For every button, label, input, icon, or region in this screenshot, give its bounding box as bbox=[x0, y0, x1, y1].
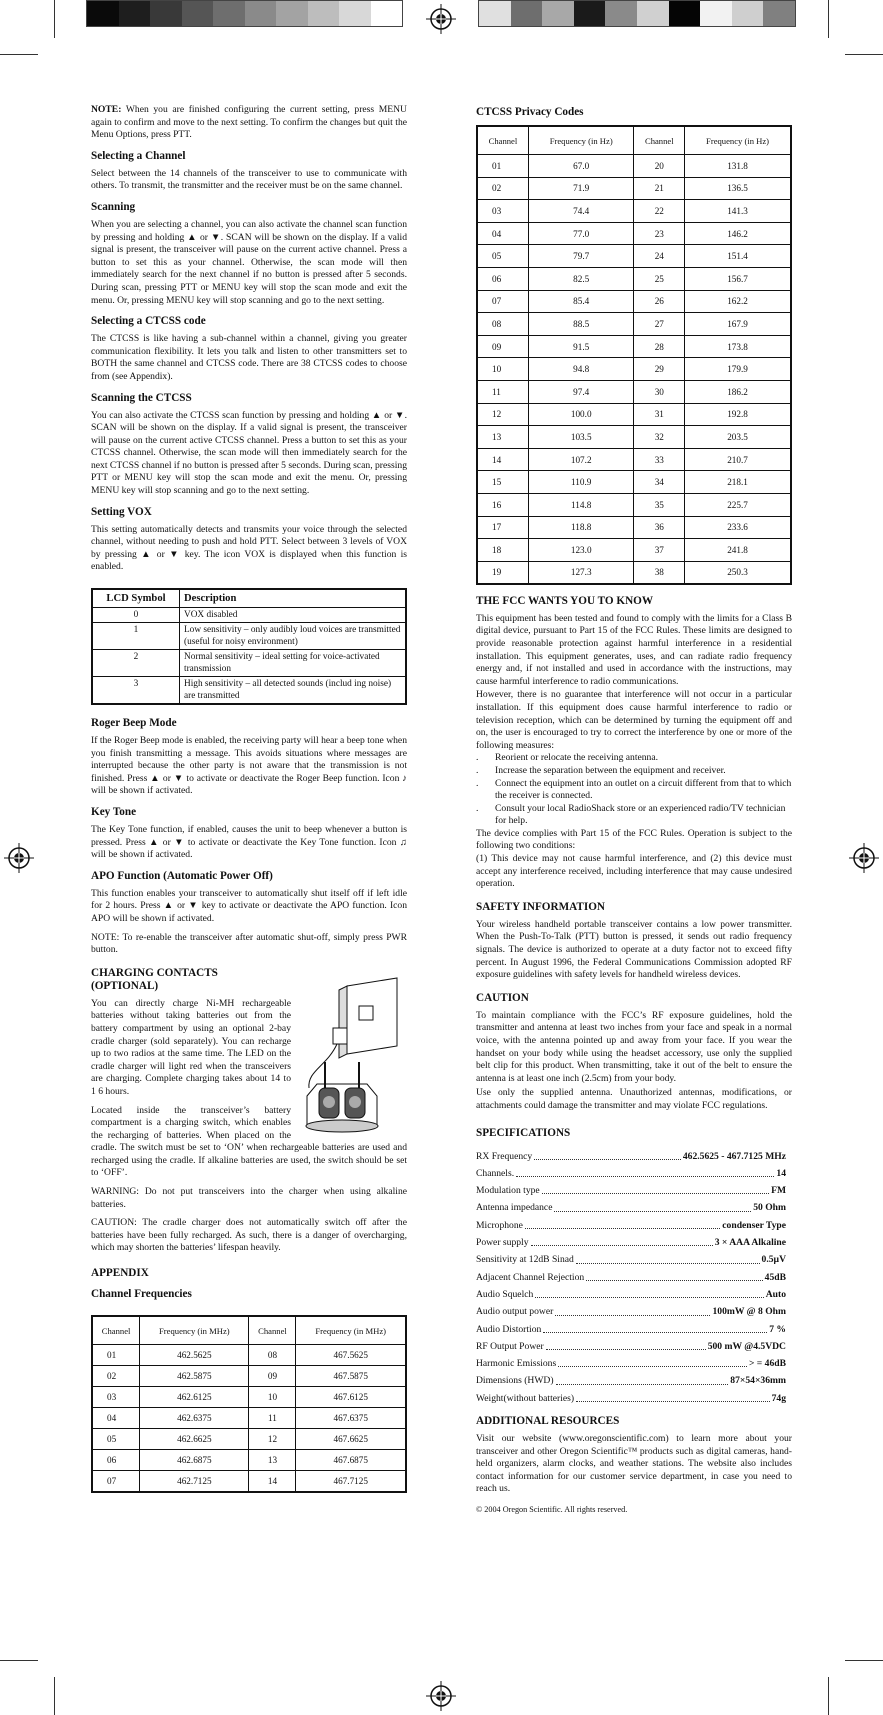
table-cell: 114.8 bbox=[528, 493, 634, 516]
leader-dots bbox=[543, 1321, 767, 1333]
table-row bbox=[92, 1450, 406, 1471]
lcd-header-description: Description bbox=[180, 589, 407, 608]
caution-text-1: To maintain compliance with the FCC’s RF exposure guidelines, hold the transmitter and antenna at least two inches from your face and speak in a normal voice, with the antenna pointed up and away from your face. If you wear the handset on your body while using the headset accessory, use only the supplied belt clip for this product. When transmitting, take it out of the belt to ensure the antenna is at least one inch (2.5cm) from your body. bbox=[476, 1009, 792, 1084]
list-item: . Reorient or relocate the receiving antenna. bbox=[476, 752, 792, 765]
table-cell: 13 bbox=[477, 426, 528, 449]
table-cell: 467.6125 bbox=[296, 1387, 406, 1408]
ctcss-code-table bbox=[476, 125, 792, 585]
table-cell: 07 bbox=[92, 1471, 140, 1492]
spec-label: Audio Distortion bbox=[476, 1323, 542, 1335]
leader-dots bbox=[535, 1286, 763, 1298]
leader-dots bbox=[586, 1269, 762, 1281]
safety-heading: SAFETY INFORMATION bbox=[476, 900, 605, 913]
spec-value: 87×54×36mm bbox=[730, 1375, 786, 1387]
table-cell: 38 bbox=[634, 561, 685, 584]
table-cell: 33 bbox=[634, 448, 685, 471]
spec-label: Audio Squelch bbox=[476, 1288, 534, 1300]
spec-value: 0.5µV bbox=[761, 1254, 786, 1266]
leader-dots bbox=[576, 1251, 760, 1263]
apo-note: NOTE: To re-enable the transceiver after automatic shut-off, simply press PWR button. bbox=[91, 931, 407, 956]
spec-value: 14 bbox=[776, 1167, 786, 1179]
table-row: 3 High sensitivity – all detected sounds (includ ing noise) are transmitted bbox=[92, 677, 406, 705]
table-row bbox=[477, 448, 791, 471]
table-cell: 462.6125 bbox=[140, 1387, 249, 1408]
spec-label: Audio output power bbox=[476, 1306, 554, 1318]
charging-text-2: Located inside the transceiver’s battery compartment is a charging switch, which enables the recharging of batteries. When placed on the cradle. The switch must be set to ‘ON’ when rechargeable batteries are used and recharged using the cradle. If alkaline batteries are used, the switch should be set to ‘OFF’. bbox=[91, 1104, 407, 1179]
table-cell: 19 bbox=[477, 561, 528, 584]
col-header: Channel bbox=[477, 126, 528, 155]
note-paragraph: NOTE: When you are finished configuring the current setting, press MENU again to confirm and move to the next setting. To confirm the changes but quit the Menu Options, press PTT. bbox=[91, 104, 407, 141]
table-cell: 03 bbox=[477, 200, 528, 223]
table-cell: 127.3 bbox=[528, 561, 634, 584]
table-cell: 26 bbox=[634, 290, 685, 313]
crosshair-target-icon bbox=[426, 4, 456, 34]
table-cell: 79.7 bbox=[528, 245, 634, 268]
key-tone-heading: Key Tone bbox=[91, 806, 137, 818]
table-row: 1 Low sensitivity – only audibly loud voices are transmitted (useful for noisy environment) bbox=[92, 623, 406, 650]
table-row bbox=[477, 561, 791, 584]
spec-label: Power supply bbox=[476, 1237, 529, 1249]
table-cell: 103.5 bbox=[528, 426, 634, 449]
table-cell: 11 bbox=[249, 1408, 296, 1429]
table-cell: 04 bbox=[477, 222, 528, 245]
table-cell: 37 bbox=[634, 539, 685, 562]
table-cell: 17 bbox=[477, 516, 528, 539]
table-cell: 192.8 bbox=[685, 403, 791, 426]
crop-mark bbox=[0, 1660, 38, 1661]
crop-mark bbox=[845, 1660, 883, 1661]
col-header: Frequency (in MHz) bbox=[140, 1316, 249, 1345]
leader-dots bbox=[531, 1234, 713, 1246]
table-row bbox=[92, 1408, 406, 1429]
table-cell: 467.6875 bbox=[296, 1450, 406, 1471]
fcc-text-4: (1) This device may not cause harmful interference, and (2) this device must accept any interference received, including interference that may cause undesired operation. bbox=[476, 853, 792, 890]
table-row: 2 Normal sensitivity – ideal setting for voice-activated transmission bbox=[92, 650, 406, 677]
leader-dots bbox=[534, 1148, 681, 1160]
table-cell: 141.3 bbox=[685, 200, 791, 223]
scan-ctcss-text: You can also activate the CTCSS scan function by pressing and holding ▲ or ▼. SCAN will be shown on the display. If a valid signal is present, the transceiver will pause on the current active CTCSS channel. Press a button to set this as your CTCSS channel. Otherwise, the scan mode will then immediately search for the next CTCSS channel if no button is pressed after 5 seconds. During scan, pressing PTT or MENU key will stop the scan mode and exit the menu. Or, pressing MENU key will stop scanning and go to the next setting. bbox=[91, 409, 407, 497]
table-cell: 467.5875 bbox=[296, 1366, 406, 1387]
ctcss-heading: Selecting a CTCSS code bbox=[91, 315, 206, 328]
copyright: © 2004 Oregon Scientific. All rights reserved. bbox=[476, 1504, 628, 1514]
col-header: Frequency (in MHz) bbox=[296, 1316, 406, 1345]
key-tone-text: The Key Tone function, if enabled, causes the unit to beep whenever a button is pressed. Press ▲ or ▼ to activate or deactivate the Key Tone function. Icon ♫ will be shown if activated. bbox=[91, 824, 407, 861]
leader-dots bbox=[555, 1303, 710, 1315]
apo-heading: APO Function (Automatic Power Off) bbox=[91, 869, 273, 882]
table-row bbox=[92, 1429, 406, 1450]
table-row bbox=[477, 222, 791, 245]
table-cell: 36 bbox=[634, 516, 685, 539]
left-column bbox=[91, 104, 407, 1493]
spec-label: Modulation type bbox=[476, 1185, 540, 1197]
table-row bbox=[477, 539, 791, 562]
table-cell: 203.5 bbox=[685, 426, 791, 449]
table-cell: 97.4 bbox=[528, 380, 634, 403]
table-row bbox=[92, 1471, 406, 1492]
table-row: 0 VOX disabled bbox=[92, 608, 406, 623]
crop-mark bbox=[54, 1677, 55, 1715]
table-cell: 467.6625 bbox=[296, 1429, 406, 1450]
table-cell: 25 bbox=[634, 267, 685, 290]
channel-frequencies-heading: Channel Frequencies bbox=[91, 1288, 192, 1301]
table-cell: 03 bbox=[92, 1387, 140, 1408]
table-cell: 136.5 bbox=[685, 177, 791, 200]
crop-mark bbox=[0, 54, 38, 55]
crosshair-target-icon bbox=[426, 1681, 456, 1711]
table-cell: 14 bbox=[249, 1471, 296, 1492]
table-cell: 18 bbox=[477, 539, 528, 562]
table-row bbox=[477, 245, 791, 268]
table-cell: 08 bbox=[249, 1345, 296, 1366]
table-cell: 01 bbox=[477, 155, 528, 178]
table-cell: 162.2 bbox=[685, 290, 791, 313]
specifications-list bbox=[476, 1148, 786, 1407]
table-cell: 05 bbox=[477, 245, 528, 268]
spec-label: Sensitivity at 12dB Sinad bbox=[476, 1254, 574, 1266]
spec-label: Microphone bbox=[476, 1219, 523, 1231]
leader-dots bbox=[546, 1338, 706, 1350]
table-cell: 21 bbox=[634, 177, 685, 200]
spec-label: Dimensions (HWD) bbox=[476, 1375, 554, 1387]
table-cell: 10 bbox=[477, 358, 528, 381]
table-cell: 118.8 bbox=[528, 516, 634, 539]
spec-row bbox=[476, 1217, 786, 1234]
table-cell: 467.7125 bbox=[296, 1471, 406, 1492]
spec-value: FM bbox=[771, 1185, 786, 1197]
leader-dots bbox=[525, 1217, 720, 1229]
table-cell: 146.2 bbox=[685, 222, 791, 245]
table-cell: 34 bbox=[634, 471, 685, 494]
table-cell: 250.3 bbox=[685, 561, 791, 584]
leader-dots bbox=[554, 1199, 751, 1211]
table-cell: 88.5 bbox=[528, 313, 634, 336]
vox-heading: Setting VOX bbox=[91, 505, 152, 518]
spec-row bbox=[476, 1303, 786, 1320]
table-row bbox=[477, 200, 791, 223]
table-cell: 462.5875 bbox=[140, 1366, 249, 1387]
resources-heading: ADDITIONAL RESOURCES bbox=[476, 1415, 620, 1428]
table-cell: 02 bbox=[92, 1366, 140, 1387]
crop-mark bbox=[54, 0, 55, 38]
scan-ctcss-heading: Scanning the CTCSS bbox=[91, 391, 192, 404]
crop-mark bbox=[828, 0, 829, 38]
spec-row bbox=[476, 1234, 786, 1251]
table-cell: 12 bbox=[249, 1429, 296, 1450]
spec-value: Auto bbox=[765, 1288, 786, 1300]
cradle-charger-illustration bbox=[297, 976, 407, 1136]
table-cell: 77.0 bbox=[528, 222, 634, 245]
table-cell: 11 bbox=[477, 380, 528, 403]
channel-frequency-table bbox=[91, 1315, 407, 1493]
table-cell: 24 bbox=[634, 245, 685, 268]
table-cell: 04 bbox=[92, 1408, 140, 1429]
fcc-text-3: The device complies with Part 15 of the FCC Rules. Operation is subject to the following two conditions: bbox=[476, 827, 792, 852]
spec-value: 74g bbox=[771, 1392, 786, 1404]
spec-row bbox=[476, 1199, 786, 1216]
crosshair-target-icon bbox=[849, 843, 879, 873]
table-cell: 91.5 bbox=[528, 335, 634, 358]
spec-row bbox=[476, 1355, 786, 1372]
spec-label: Weight(without batteries) bbox=[476, 1392, 575, 1404]
spec-value: 50 Ohm bbox=[753, 1202, 786, 1214]
leader-dots bbox=[542, 1182, 769, 1194]
scanning-text: When you are selecting a channel, you can also activate the channel scan function by pressing and holding ▲ or ▼. SCAN will be shown on the display. If a valid signal is present, the transceiver will pause on the current active channel. Press a button to set this as your channel. Otherwise, the scan mode will then immediately search for the next channel if no button is pressed after 5 seconds. During scan, pressing PTT or MENU key will stop the scan mode and exit the menu. Or, pressing MENU key will stop scanning and go to the next setting. bbox=[91, 218, 407, 306]
table-cell: 29 bbox=[634, 358, 685, 381]
spec-row bbox=[476, 1321, 786, 1338]
table-cell: 15 bbox=[477, 471, 528, 494]
appendix-heading: APPENDIX bbox=[91, 1267, 149, 1280]
roger-beep-text: If the Roger Beep mode is enabled, the receiving party will hear a beep tone when you finish transmitting a message. This avoids situations where messages are interrupted because the other party is not aware that the transmission is not finished. Press ▲ or ▼ to activate or deactivate the Roger Beep function. Icon ♪ will be shown if activated. bbox=[91, 735, 407, 797]
table-row bbox=[477, 267, 791, 290]
table-cell: 06 bbox=[477, 267, 528, 290]
table-row bbox=[92, 1366, 406, 1387]
table-cell: 71.9 bbox=[528, 177, 634, 200]
spec-label: RX Frequency bbox=[476, 1150, 533, 1162]
table-cell: 241.8 bbox=[685, 539, 791, 562]
table-cell: 14 bbox=[477, 448, 528, 471]
spec-value: 45dB bbox=[764, 1271, 786, 1283]
crosshair-target-icon bbox=[4, 843, 34, 873]
table-cell: 218.1 bbox=[685, 471, 791, 494]
col-header: Channel bbox=[249, 1316, 296, 1345]
table-cell: 20 bbox=[634, 155, 685, 178]
table-cell: 167.9 bbox=[685, 313, 791, 336]
roger-beep-heading: Roger Beep Mode bbox=[91, 717, 177, 730]
warning-text: WARNING: Do not put transceivers into the charger when using alkaline batteries. bbox=[91, 1186, 407, 1210]
table-cell: 462.6875 bbox=[140, 1450, 249, 1471]
table-cell: 173.8 bbox=[685, 335, 791, 358]
table-cell: 09 bbox=[477, 335, 528, 358]
fcc-text-1: This equipment has been tested and found to comply with the limits for a Class B digital device, pursuant to Part 15 of the FCC Rules. These limits are designed to provide reasonable protection against harmful interference in a residential installation. This equipment generates, uses, and can radiate radio frequency energy and, if not installed and used in accordance with the instructions, may cause harmful interference to radio communications. bbox=[476, 612, 792, 687]
lcd-header-symbol: LCD Symbol bbox=[92, 589, 180, 608]
table-cell: 22 bbox=[634, 200, 685, 223]
table-cell: 02 bbox=[477, 177, 528, 200]
list-item: . Connect the equipment into an outlet on a circuit different from that to which the receiver is connected. bbox=[476, 778, 792, 803]
table-cell: 67.0 bbox=[528, 155, 634, 178]
table-row bbox=[477, 155, 791, 178]
spec-row bbox=[476, 1182, 786, 1199]
selecting-channel-heading: Selecting a Channel bbox=[91, 149, 186, 162]
scanning-heading: Scanning bbox=[91, 200, 136, 213]
spec-row bbox=[476, 1338, 786, 1355]
table-row bbox=[477, 493, 791, 516]
spec-row bbox=[476, 1390, 786, 1407]
col-header: Frequency (in Hz) bbox=[685, 126, 791, 155]
spec-value: 100mW @ 8 Ohm bbox=[712, 1306, 786, 1318]
crop-mark bbox=[828, 1677, 829, 1715]
table-cell: 12 bbox=[477, 403, 528, 426]
table-cell: 74.4 bbox=[528, 200, 634, 223]
ctcss-privacy-heading: CTCSS Privacy Codes bbox=[476, 106, 584, 118]
table-cell: 13 bbox=[249, 1450, 296, 1471]
table-row bbox=[92, 1387, 406, 1408]
spec-label: Adjacent Channel Rejection bbox=[476, 1271, 585, 1283]
table-cell: 27 bbox=[634, 313, 685, 336]
table-cell: 94.8 bbox=[528, 358, 634, 381]
fcc-heading: THE FCC WANTS YOU TO KNOW bbox=[476, 594, 654, 607]
spec-value: 462.5625 - 467.7125 MHz bbox=[682, 1150, 786, 1162]
table-cell: 462.6375 bbox=[140, 1408, 249, 1429]
spec-value: condenser Type bbox=[722, 1219, 786, 1231]
table-row bbox=[477, 335, 791, 358]
table-cell: 462.7125 bbox=[140, 1471, 249, 1492]
table-cell: 05 bbox=[92, 1429, 140, 1450]
leader-dots bbox=[576, 1390, 770, 1402]
table-row bbox=[477, 403, 791, 426]
table-cell: 156.7 bbox=[685, 267, 791, 290]
col-header: Channel bbox=[92, 1316, 140, 1345]
table-cell: 179.9 bbox=[685, 358, 791, 381]
spec-row bbox=[476, 1286, 786, 1303]
vox-text: This setting automatically detects and transmits your voice through the selected channel, without needing to push and hold PTT. Select between 3 levels of VOX by pressing ▲ or ▼ key. The icon VOX is displayed when this function is enabled. bbox=[91, 523, 407, 573]
table-cell: 31 bbox=[634, 403, 685, 426]
crop-mark bbox=[845, 54, 883, 55]
table-cell: 462.6625 bbox=[140, 1429, 249, 1450]
table-cell: 467.5625 bbox=[296, 1345, 406, 1366]
spec-value: > = 46dB bbox=[748, 1358, 786, 1370]
table-cell: 32 bbox=[634, 426, 685, 449]
table-cell: 131.8 bbox=[685, 155, 791, 178]
table-row bbox=[477, 313, 791, 336]
fcc-text-2: However, there is no guarantee that interference will not occur in a particular installation. If this equipment does cause harmful interference to radio or television reception, which can be determined by turning the equipment off and on, the user is encouraged to try to correct the interference by one or more of the following measures: bbox=[476, 689, 792, 751]
caution-text: CAUTION: The cradle charger does not automatically switch off after the batteries have been fully recharged. As such, there is a danger of overcharging, which may shorten the batteries’ lifespan heavily. bbox=[91, 1217, 407, 1254]
table-cell: 123.0 bbox=[528, 539, 634, 562]
right-column bbox=[476, 104, 792, 1523]
leader-dots bbox=[558, 1355, 747, 1367]
table-cell: 85.4 bbox=[528, 290, 634, 313]
table-row bbox=[477, 516, 791, 539]
table-cell: 28 bbox=[634, 335, 685, 358]
fcc-measures-list bbox=[476, 752, 792, 828]
table-cell: 462.5625 bbox=[140, 1345, 249, 1366]
table-cell: 110.9 bbox=[528, 471, 634, 494]
gray-strip-left bbox=[86, 0, 403, 27]
table-cell: 16 bbox=[477, 493, 528, 516]
table-row bbox=[477, 177, 791, 200]
table-cell: 06 bbox=[92, 1450, 140, 1471]
caution-text-2: Use only the supplied antenna. Unauthorized antennas, modifications, or attachments could damage the transmitter and may violate FCC regulations. bbox=[476, 1087, 792, 1111]
table-cell: 210.7 bbox=[685, 448, 791, 471]
spec-row bbox=[476, 1372, 786, 1389]
charging-heading: CHARGING CONTACTS (OPTIONAL) bbox=[91, 966, 218, 992]
table-cell: 82.5 bbox=[528, 267, 634, 290]
lcd-symbol-table bbox=[91, 588, 407, 705]
apo-text: This function enables your transceiver to automatically shut itself off if left idle for 2 hours. Press ▲ or ▼ key to activate or deactivate the APO function. Icon APO will be shown if activated. bbox=[91, 887, 407, 924]
leader-dots bbox=[516, 1165, 774, 1177]
table-cell: 186.2 bbox=[685, 380, 791, 403]
table-cell: 233.6 bbox=[685, 516, 791, 539]
table-cell: 09 bbox=[249, 1366, 296, 1387]
table-row bbox=[477, 358, 791, 381]
spec-row bbox=[476, 1148, 786, 1165]
table-cell: 08 bbox=[477, 313, 528, 336]
spec-label: Channels. bbox=[476, 1167, 515, 1179]
table-cell: 23 bbox=[634, 222, 685, 245]
col-header: Channel bbox=[634, 126, 685, 155]
spec-value: 500 mW @4.5VDC bbox=[707, 1340, 786, 1352]
specifications-heading: SPECIFICATIONS bbox=[476, 1126, 571, 1139]
table-cell: 35 bbox=[634, 493, 685, 516]
spec-label: Harmonic Emissions bbox=[476, 1358, 557, 1370]
spec-row bbox=[476, 1269, 786, 1286]
spec-label: RF Output Power bbox=[476, 1340, 544, 1352]
table-row bbox=[477, 380, 791, 403]
table-cell: 01 bbox=[92, 1345, 140, 1366]
list-item: . Consult your local RadioShack store or an experienced radio/TV technician for help. bbox=[476, 803, 792, 828]
spec-value: 7 % bbox=[769, 1323, 786, 1335]
col-header: Frequency (in Hz) bbox=[528, 126, 634, 155]
list-item: . Increase the separation between the equipment and receiver. bbox=[476, 765, 792, 778]
table-cell: 100.0 bbox=[528, 403, 634, 426]
selecting-channel-text: Select between the 14 channels of the transceiver to use to communicate with others. To transmit, the transmitter and the receiver must be on the same channel. bbox=[91, 167, 407, 192]
table-cell: 151.4 bbox=[685, 245, 791, 268]
table-cell: 10 bbox=[249, 1387, 296, 1408]
leader-dots bbox=[556, 1372, 729, 1384]
charging-text-1: You can directly charge Ni-MH rechargeable batteries without taking batteries out from the battery compartment by using an optional 2-bay cradle charger (sold separately). You can recharge up to two radios at the same time. The LED on the cradle charger will light red when the transceivers are charging. Complete charging takes about 14 to 1 6 hours. bbox=[91, 997, 291, 1097]
table-row bbox=[477, 426, 791, 449]
table-cell: 467.6375 bbox=[296, 1408, 406, 1429]
ctcss-text: The CTCSS is like having a sub-channel within a channel, giving you greater communication flexibility. It lets you talk and listen to other transmitters set to BOTH the same channel and CTCSS code. There are 38 CTCSS codes to choose from (see Appendix). bbox=[91, 333, 407, 382]
spec-row bbox=[476, 1251, 786, 1268]
safety-text: Your wireless handheld portable transceiver contains a low power transmitter. When the Push-To-Talk (PTT) button is pressed, it sends out radio frequency signals. The device is authorized to operate at a duty factor not to exceed fifty percent. In August 1996, the Federal Communications Commission adopted RF exposure guidelines with safety levels for handheld wireless devices. bbox=[476, 918, 792, 981]
caution-heading: CAUTION bbox=[476, 991, 529, 1004]
table-row bbox=[92, 1345, 406, 1366]
table-row bbox=[477, 290, 791, 313]
table-cell: 225.7 bbox=[685, 493, 791, 516]
gray-strip-right bbox=[478, 0, 796, 27]
spec-row bbox=[476, 1165, 786, 1182]
table-row bbox=[477, 471, 791, 494]
spec-value: 3 × AAA Alkaline bbox=[714, 1237, 786, 1249]
resources-text: Visit our website (www.oregonscientific.com) to learn more about your transceiver and other Oregon Scientific™ products such as digital cameras, hand-held organizers, alarm clocks, and weather stations. The website also includes contact information for our customer service department, in case you need to reach us. bbox=[476, 1433, 792, 1495]
table-cell: 107.2 bbox=[528, 448, 634, 471]
table-cell: 30 bbox=[634, 380, 685, 403]
table-cell: 07 bbox=[477, 290, 528, 313]
spec-label: Antenna impedance bbox=[476, 1202, 553, 1214]
